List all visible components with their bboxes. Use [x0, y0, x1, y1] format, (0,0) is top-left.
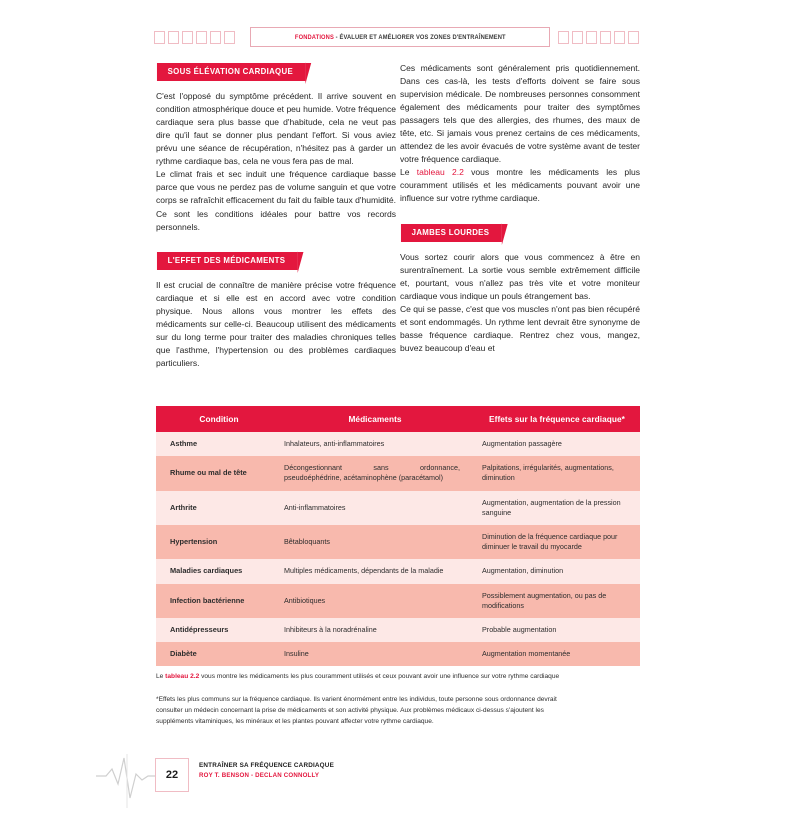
- paragraph: Ce qui se passe, c'est que vos muscles n'ont pas bien récupéré et sont endommagés. Un rythme lent devrait être synonyme de basse fréquence cardiaque. Rentrez chez vous, mangez, buvez beaucoup d'eau et: [400, 303, 640, 353]
- deco-square: [196, 31, 207, 44]
- table-row: [156, 456, 640, 490]
- paragraph: Vous sortez courir alors que vous commencez à être en surentraînement. La sortie vous semble extrêmement difficile et, pourtant, vous n'allez pas très vite et votre moniteur cardiaque vous indique un pouls étrangement bas.: [400, 251, 640, 301]
- section-heading-jambes-lourdes: [400, 223, 640, 242]
- deco-square: [586, 31, 597, 44]
- column-header-condition: Condition: [156, 406, 276, 432]
- caption-table-link[interactable]: tableau 2.2: [165, 673, 200, 680]
- running-head-text: [295, 34, 506, 41]
- cell-condition: Antidépresseurs: [156, 618, 276, 642]
- cell-medicaments: Anti-inflammatoires: [276, 491, 474, 525]
- cell-effets: Possiblement augmentation, ou pas de modifications: [474, 584, 640, 618]
- cell-medicaments: Décongestionnant sans ordonnance, pseudoéphédrine, acétaminophène (paracétamol): [276, 456, 474, 490]
- table-row: [156, 525, 640, 559]
- paragraph: Il est crucial de connaître de manière précise votre fréquence cardiaque et si elle est en accord avec votre condition physique. Nous allons vous montrer les effets des médicaments sur celle-ci. Beaucoup utilisent des médicaments sur du long terme pour traiter des maladies chroniques telles que l'asthme, l'hypertension ou des problèmes cardiaques particuliers.: [156, 279, 396, 368]
- cell-effets: Probable augmentation: [474, 618, 640, 642]
- running-head-highlight: FONDATIONS: [294, 33, 334, 41]
- table-row: [156, 559, 640, 583]
- column-header-effets: Effets sur la fréquence cardiaque*: [474, 406, 640, 432]
- cell-condition: Arthrite: [156, 491, 276, 525]
- ribbon-label: SOUS ÉLÉVATION CARDIAQUE: [156, 62, 306, 81]
- table-row: [156, 584, 640, 618]
- footer-titles: [199, 762, 340, 779]
- table-header: [156, 406, 640, 432]
- left-column: [156, 62, 396, 370]
- cell-medicaments: Inhibiteurs à la noradrénaline: [276, 618, 474, 642]
- cell-condition: Diabète: [156, 642, 276, 666]
- spacer: [156, 234, 396, 251]
- page-footer: [0, 758, 800, 804]
- medications-table: [156, 406, 640, 666]
- right-column: [400, 62, 640, 355]
- table-row: [156, 432, 640, 456]
- medications-table-wrapper: [156, 406, 640, 666]
- cell-effets: Palpitations, irrégularités, augmentations, diminution: [474, 456, 640, 490]
- cell-effets: Augmentation, augmentation de la pression sanguine: [474, 491, 640, 525]
- cell-condition: Infection bactérienne: [156, 584, 276, 618]
- footer-book-title: ENTRAÎNER SA FRÉQUENCE CARDIAQUE: [199, 762, 334, 769]
- page-number-box: [155, 758, 189, 792]
- page-number: 22: [165, 769, 179, 781]
- paragraph: Le climat frais et sec induit une fréquence cardiaque basse parce que vous ne perdez pas de volume sanguin et que votre corps se rafraîchit efficacement du fait du faible taux d'humidité. Ce sont les conditions idéales pour battre vos records personnels.: [156, 169, 396, 232]
- running-head: [0, 24, 800, 50]
- cell-effets: Diminution de la fréquence cardiaque pour diminuer le travail du myocarde: [474, 525, 640, 559]
- deco-square: [614, 31, 625, 44]
- cell-medicaments: Multiples médicaments, dépendants de la maladie: [276, 559, 474, 583]
- ribbon-label: L'EFFET DES MÉDICAMENTS: [156, 251, 298, 270]
- spacer: [400, 206, 640, 223]
- deco-square: [558, 31, 569, 44]
- cell-effets: Augmentation, diminution: [474, 559, 640, 583]
- deco-square: [572, 31, 583, 44]
- table-footnote: *Effets les plus communs sur la fréquence cardiaque. Ils varient énormément entre les individus, toute personne sous ordonnance devrait consulter un médecin concernant la prise de médicaments et son activité physique. Aux problèmes médicaux ci-dessus s'ajoutent les suppléments vitaminiques, les minéraux et les plantes pouvant affecter votre rythme cardiaque.: [156, 696, 557, 725]
- deco-square: [600, 31, 611, 44]
- cell-condition: Maladies cardiaques: [156, 559, 276, 583]
- cell-medicaments: Insuline: [276, 642, 474, 666]
- section-heading-sous-elevation-cardiaque: [156, 62, 396, 81]
- paragraph: Ces médicaments sont généralement pris quotidiennement. Dans ces cas-là, les tests d'efforts doivent se faire sous supervision médicale. De nombreuses personnes consomment également des médicaments pour traiter des symptômes passagers tels que des allergies, des rhumes, des maux de tête, etc. Si jamais vous prenez certains de ces médicaments, attendez de les avoir évacués de votre système avant de tester votre fréquence cardiaque.: [400, 63, 640, 165]
- running-head-rest: - ÉVALUER ET AMÉLIORER VOS ZONES D'ENTRAÎNEMENT: [333, 33, 506, 41]
- caption-prefix: Le: [156, 673, 166, 680]
- paragraph-prefix: Le: [400, 167, 417, 178]
- column-header-medicaments: Médicaments: [276, 406, 474, 432]
- deco-square: [224, 31, 235, 44]
- deco-square: [628, 31, 639, 44]
- table-caption: [156, 672, 640, 681]
- paragraph-with-reference: [400, 166, 640, 205]
- deco-square: [210, 31, 221, 44]
- cell-medicaments: Inhalateurs, anti-inflammatoires: [276, 432, 474, 456]
- table-reference-link[interactable]: tableau 2.2: [416, 167, 464, 178]
- table-row: [156, 491, 640, 525]
- deco-square: [154, 31, 165, 44]
- cell-condition: Hypertension: [156, 525, 276, 559]
- cell-medicaments: Bêtabloquants: [276, 525, 474, 559]
- table-row: [156, 642, 640, 666]
- deco-square: [168, 31, 179, 44]
- footer-authors: ROY T. BENSON - DECLAN CONNOLLY: [199, 772, 320, 779]
- deco-square: [182, 31, 193, 44]
- cell-effets: Augmentation momentanée: [474, 642, 640, 666]
- table-body: [156, 432, 640, 666]
- deco-squares-left: [154, 31, 242, 44]
- cell-condition: Asthme: [156, 432, 276, 456]
- table-row: [156, 618, 640, 642]
- table-header-row: [156, 406, 640, 432]
- section-heading-effet-des-medicaments: [156, 251, 396, 270]
- deco-squares-right: [558, 31, 646, 44]
- paragraph-suffix: vous montre les médicaments les plus couramment utilisés et les médicaments pouvant avoir une influence sur votre rythme cardiaque.: [400, 167, 641, 204]
- cell-effets: Augmentation passagère: [474, 432, 640, 456]
- running-head-box: [250, 27, 550, 47]
- paragraph: C'est l'opposé du symptôme précédent. Il arrive souvent en condition atmosphérique douce et peu humide. Votre fréquence cardiaque sera plus basse que d'habitude, cela ne veut pas dire qu'il faut se donner plus pendant l'effort. Si vous aviez prévu une séance de récupération, n'hésitez pas à garder un rythme cardiaque bas, cela ne vous fera pas de mal.: [156, 91, 396, 167]
- caption-suffix: vous montre les médicaments les plus couramment utilisés et ceux pouvant avoir une influence sur votre rythme cardiaque: [199, 673, 560, 680]
- ribbon-label: JAMBES LOURDES: [400, 223, 502, 242]
- cell-condition: Rhume ou mal de tête: [156, 456, 276, 490]
- cell-medicaments: Antibiotiques: [276, 584, 474, 618]
